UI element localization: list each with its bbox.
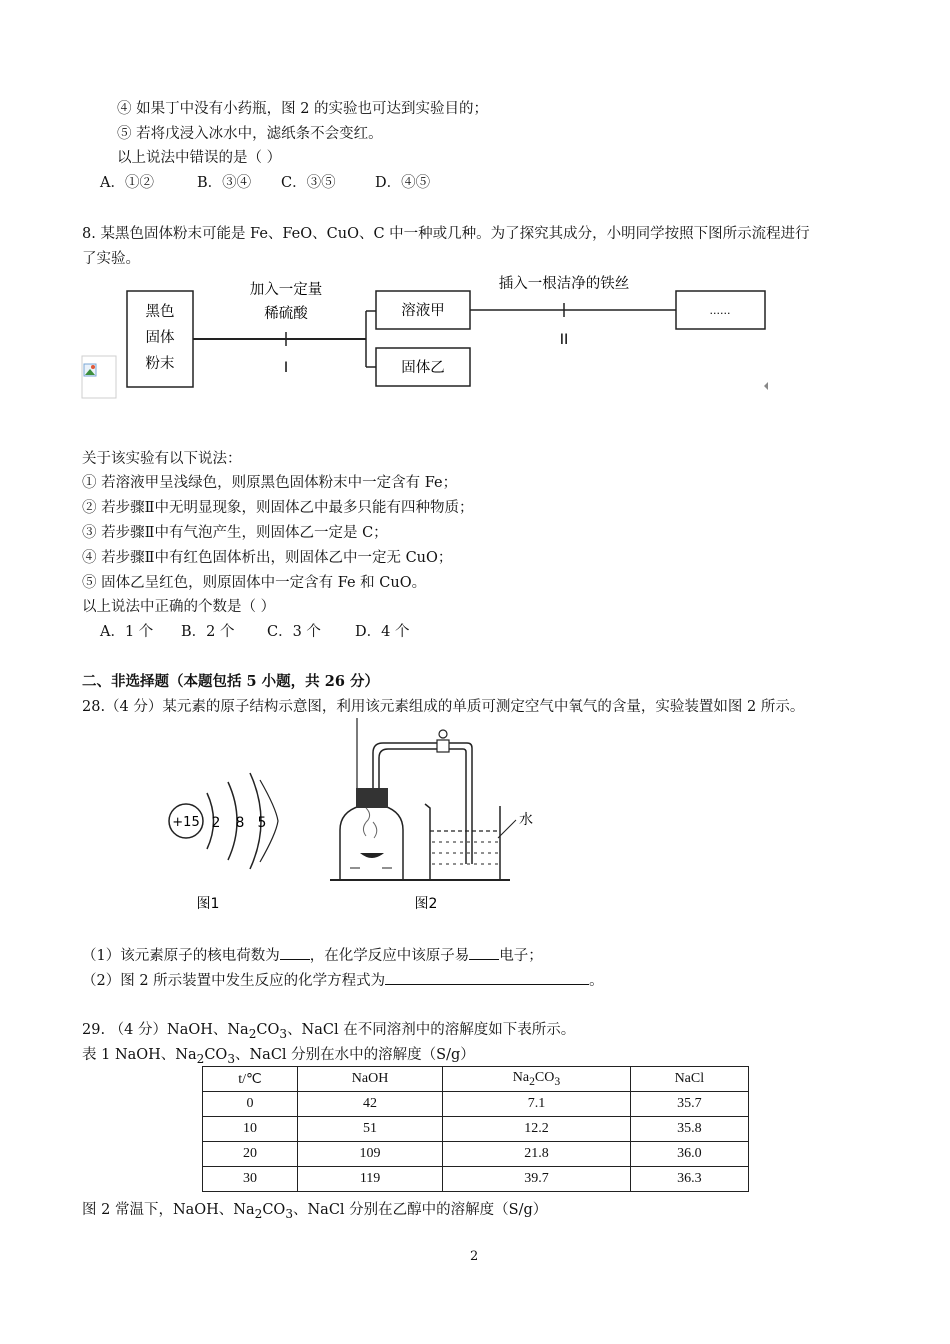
table-1-caption-b: CO [204,1047,228,1063]
q7-option-a: A．①② [100,175,154,191]
table-cell: 36.0 [630,1142,748,1167]
header-temperature: t/℃ [203,1067,298,1092]
q28-blank-2[interactable] [469,945,499,960]
q29-stem-c: 、NaCl 在不同溶剂中的溶解度如下表所示。 [287,1022,576,1038]
table-cell: 109 [297,1142,442,1167]
flow-start-line2: 固体 [145,330,175,346]
table-1-caption-sub1: 2 [196,1051,205,1066]
figure-2-caption: 图2 [414,896,438,912]
q28-part-2-text-a: （2）图 2 所示装置中发生反应的化学方程式为 [82,973,386,989]
table-cell: 20 [203,1142,298,1167]
table-row [203,1142,749,1167]
header-naoh: NaOH [297,1067,442,1092]
atom-shell-2: 8 [235,815,245,831]
table-cell: 39.7 [443,1167,630,1192]
q28-stem: 28.（4 分）某元素的原子结构示意图，利用该元素组成的单质可测定空气中氧气的含量，实验装置如图 2 所示。 [82,699,805,715]
small-triangle-icon [764,382,768,390]
apparatus-diagram [330,718,533,912]
header-na2co3-sub1: 2 [529,1074,535,1088]
table-row [203,1167,749,1192]
flow-solution-label: 溶液甲 [401,303,445,319]
fig2-caption-c: 、NaCl 分别在乙醇中的溶解度（S/g） [293,1202,548,1218]
flow-start-line1: 黑色 [145,304,175,320]
flow-solid-label: 固体乙 [401,360,445,376]
q28-part-2-text-b: 。 [589,973,604,989]
fig2-caption-b: CO [262,1202,286,1218]
page-number: 2 [470,1249,479,1264]
table-cell: 51 [297,1117,442,1142]
table-cell: 12.2 [443,1117,630,1142]
solubility-table [202,1066,749,1192]
table-cell: 119 [297,1167,442,1192]
q7-statement-5: ⑤ 若将戊浸入冰水中，滤纸条不会变红。 [117,126,383,142]
header-na2co3-co: CO [534,1070,555,1086]
atom-nucleus-label: +15 [172,815,200,830]
q29-stem-sub2: 3 [279,1026,288,1041]
table-cell: 35.7 [630,1092,748,1117]
q8-intro: 关于该实验有以下说法： [82,451,242,467]
q28-part-1-text-c: 电子； [499,948,543,964]
q7-option-c: C．③⑤ [281,175,336,191]
q29-stem-a: 29. （4 分）NaOH、Na [82,1022,249,1038]
table-cell: 21.8 [443,1142,630,1167]
table-cell: 7.1 [443,1092,630,1117]
fig2-caption-sub1: 2 [254,1206,263,1221]
q8-option-c: C．3 个 [267,624,321,640]
table-cell: 0 [203,1092,298,1117]
table-1-caption-c: 、NaCl 分别在水中的溶解度（S/g） [235,1047,475,1063]
figure-2-ethanol-caption [82,1200,547,1224]
q8-statement-1: ① 若溶液甲呈浅绿色，则原黑色固体粉末中一定含有 Fe； [82,475,458,491]
table-cell: 30 [203,1167,298,1192]
q8-statement-5: ⑤ 固体乙呈红色，则原固体中一定含有 Fe 和 CuO。 [82,575,427,591]
q29-stem [82,1020,575,1044]
broken-image-icon [82,356,116,398]
q28-figures [160,718,560,918]
table-cell: 36.3 [630,1167,748,1192]
header-na2co3-na: Na [512,1070,530,1086]
flow-start-line3: 粉末 [145,356,175,372]
q8-statement-4: ④ 若步骤Ⅱ中有红色固体析出，则固体乙中一定无 CuO； [82,550,453,566]
q28-part-1-text-b: ，在化学反应中该原子易 [309,948,470,964]
q28-blank-3[interactable] [385,970,589,985]
q7-statement-4: ④ 如果丁中没有小药瓶，图 2 的实验也可达到实验目的； [117,101,489,117]
q29-stem-sub1: 2 [248,1026,257,1041]
atom-shell-3: 5 [257,815,267,831]
figure-1-caption: 图1 [196,896,220,912]
water-label: 水 [519,812,533,828]
atom-structure-diagram [169,773,278,912]
section-2-heading: 二、非选择题（本题包括 5 小题，共 26 分） [82,673,379,690]
flow-step2-number: II [559,332,569,348]
flow-step1-label-line2: 稀硫酸 [264,306,308,322]
q8-stem-line2: 了实验。 [82,251,140,267]
fig2-caption-a: 图 2 常温下，NaOH、Na [82,1202,255,1218]
table-1-caption-sub2: 3 [227,1051,235,1066]
fig2-caption-sub2: 3 [285,1206,293,1221]
table-row [203,1092,749,1117]
flow-result-label: ...... [709,304,731,317]
flow-step2-label: 插入一根洁净的铁丝 [498,276,630,292]
table-row [203,1117,749,1142]
q28-part-1 [82,945,543,966]
table-cell: 35.8 [630,1117,748,1142]
table-cell: 42 [297,1092,442,1117]
flow-step1-label-line1: 加入一定量 [249,282,323,298]
q29-stem-b: CO [256,1022,280,1038]
q8-question: 以上说法中正确的个数是（ ） [82,599,276,615]
header-na2co3-sub2: 3 [554,1074,561,1088]
q28-part-1-text-a: （1）该元素原子的核电荷数为 [82,948,280,964]
flow-step1-number: I [283,360,289,376]
header-nacl: NaCl [630,1067,748,1092]
q8-option-a: A．1 个 [100,624,154,640]
q8-stem-line1: 8. 某黑色固体粉末可能是 Fe、FeO、CuO、C 中一种或几种。为了探究其成分，小明同学按照下图所示流程进行 [82,226,810,242]
table-1-caption-a: 表 1 NaOH、Na [82,1047,197,1063]
q7-option-b: B．③④ [197,175,252,191]
header-na2co3 [443,1067,630,1092]
atom-shell-1: 2 [211,815,221,831]
table-cell: 10 [203,1117,298,1142]
table-header-row [203,1067,749,1092]
q8-option-d: D．4 个 [355,624,410,640]
q28-part-2 [82,970,604,991]
q7-question: 以上说法中错误的是（ ） [117,150,282,166]
q7-option-d: D．④⑤ [375,175,431,191]
q8-statement-2: ② 若步骤Ⅱ中无明显现象，则固体乙中最多只能有四种物质； [82,500,474,516]
q8-flowchart [76,268,796,403]
q8-statement-3: ③ 若步骤Ⅱ中有气泡产生，则固体乙一定是 C； [82,525,388,541]
q8-option-b: B．2 个 [181,624,235,640]
q28-blank-1[interactable] [280,945,310,960]
